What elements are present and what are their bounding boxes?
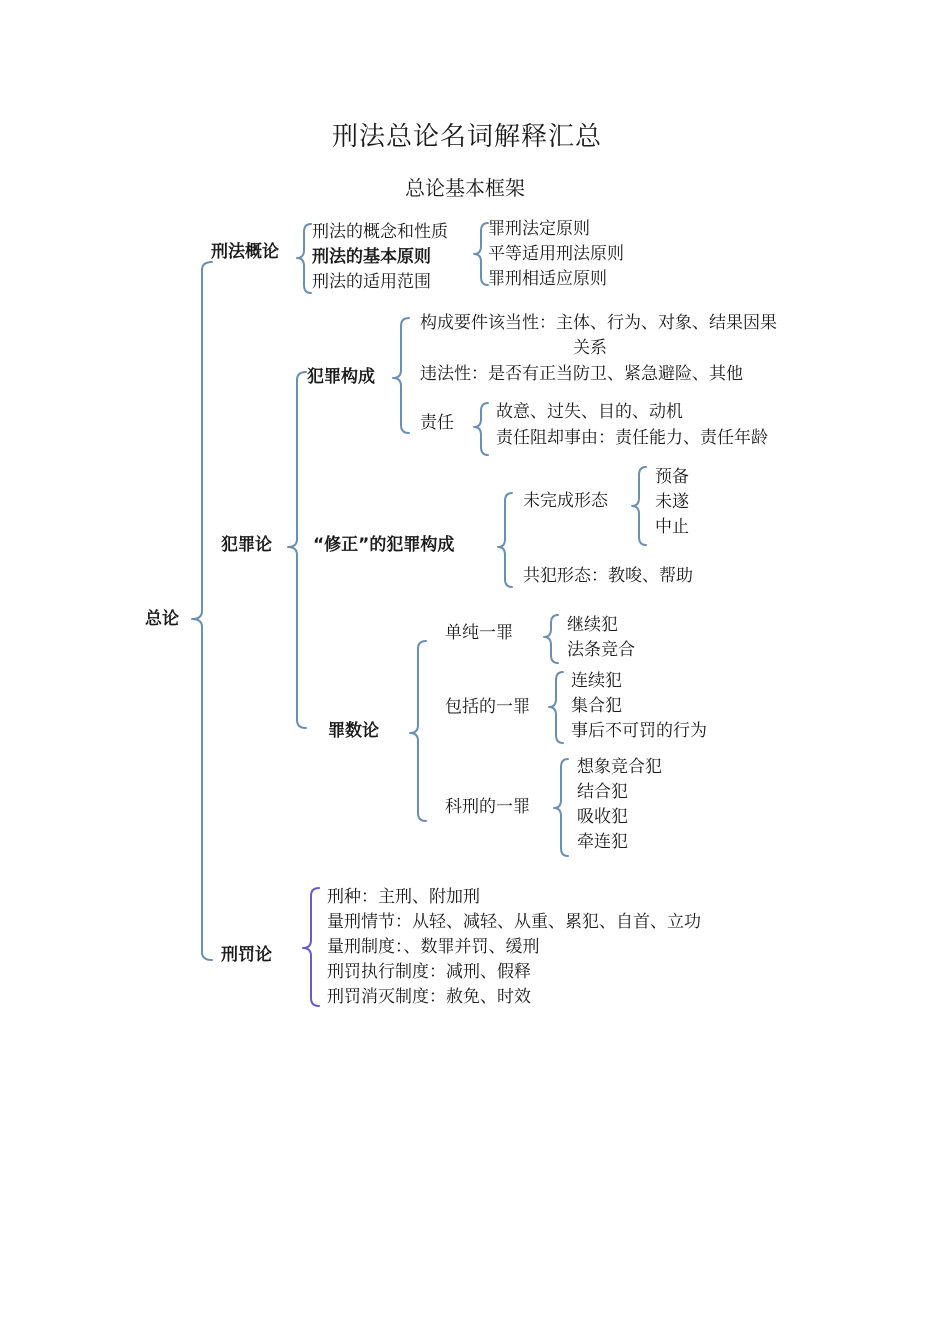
simple-item: 继续犯: [567, 615, 618, 635]
sentencing-node: 科刑的一罪: [445, 797, 530, 817]
concept-item: 刑法的概念和性质: [312, 222, 448, 242]
incomplete-brace: [632, 467, 646, 545]
punishment-item: 刑种：主刑、附加刑: [327, 887, 480, 907]
sentencing-item: 结合犯: [577, 782, 628, 802]
punishment-item: 量刑情节：从轻、减轻、从重、累犯、自首、立功: [327, 912, 701, 932]
concept-node: 刑法概论: [211, 242, 279, 262]
constitution-node: 犯罪构成: [307, 367, 375, 387]
inclusive-item: 事后不可罚的行为: [571, 721, 707, 741]
crime-brace: [288, 372, 306, 728]
punishment-brace: [303, 888, 319, 1006]
responsibility-item: 责任阻却事由：责任能力、责任年龄: [496, 428, 768, 448]
punishment-item: 刑罚消灭制度：赦免、时效: [327, 987, 531, 1007]
sentencing-item: 吸收犯: [577, 807, 628, 827]
responsibility-brace: [474, 403, 488, 455]
illegality-text: 违法性：是否有正当防卫、紧急避险、其他: [420, 364, 743, 384]
incomplete-item: 未遂: [655, 492, 689, 512]
inclusive-node: 包括的一罪: [445, 697, 530, 717]
accomplice-text: 共犯形态：教唆、帮助: [523, 566, 693, 586]
element-text: 构成要件该当性：主体、行为、对象、结果因果: [420, 313, 777, 333]
punishment-node: 刑罚论: [221, 945, 272, 965]
punishment-item: 量刑制度：、数罪并罚、缓刑: [327, 937, 540, 957]
crime-node: 犯罪论: [221, 535, 272, 555]
modified-node: “修正”的犯罪构成: [313, 535, 455, 555]
modified-brace: [498, 493, 512, 587]
responsibility-item: 故意、过失、目的、动机: [496, 402, 683, 422]
simple-item: 法条竞合: [567, 640, 635, 660]
counts-node: 罪数论: [328, 721, 379, 741]
principle-item: 罪刑法定原则: [488, 219, 590, 239]
section-subtitle: 总论基本框架: [405, 176, 525, 200]
sentencing-item: 想象竞合犯: [577, 757, 662, 777]
constitution-brace: [393, 318, 409, 433]
incomplete-item: 中止: [655, 517, 689, 537]
sentencing-item: 牵连犯: [577, 832, 628, 852]
incomplete-item: 预备: [655, 467, 689, 487]
concept-item: 刑法的适用范围: [312, 272, 431, 292]
principle-item: 罪刑相适应原则: [488, 269, 607, 289]
responsibility-node: 责任: [420, 413, 454, 433]
document-title: 刑法总论名词解释汇总: [332, 122, 603, 152]
inclusive-item: 连续犯: [571, 671, 622, 691]
inclusive-item: 集合犯: [571, 696, 622, 716]
incomplete-node: 未完成形态: [523, 491, 608, 511]
principles-brace: [474, 223, 488, 285]
counts-brace: [410, 641, 426, 821]
sentencing-brace: [554, 759, 568, 856]
simple-node: 单纯一罪: [445, 623, 513, 643]
concept-brace: [297, 224, 311, 293]
root-brace: [192, 262, 212, 960]
root-node: 总论: [145, 609, 179, 629]
punishment-item: 刑罚执行制度：减刑、假释: [327, 962, 531, 982]
concept-item-principles: 刑法的基本原则: [312, 247, 431, 267]
simple-brace: [544, 615, 558, 663]
inclusive-brace: [549, 672, 563, 743]
principle-item: 平等适用刑法原则: [488, 244, 624, 264]
element-text-cont: 关系: [573, 338, 607, 358]
